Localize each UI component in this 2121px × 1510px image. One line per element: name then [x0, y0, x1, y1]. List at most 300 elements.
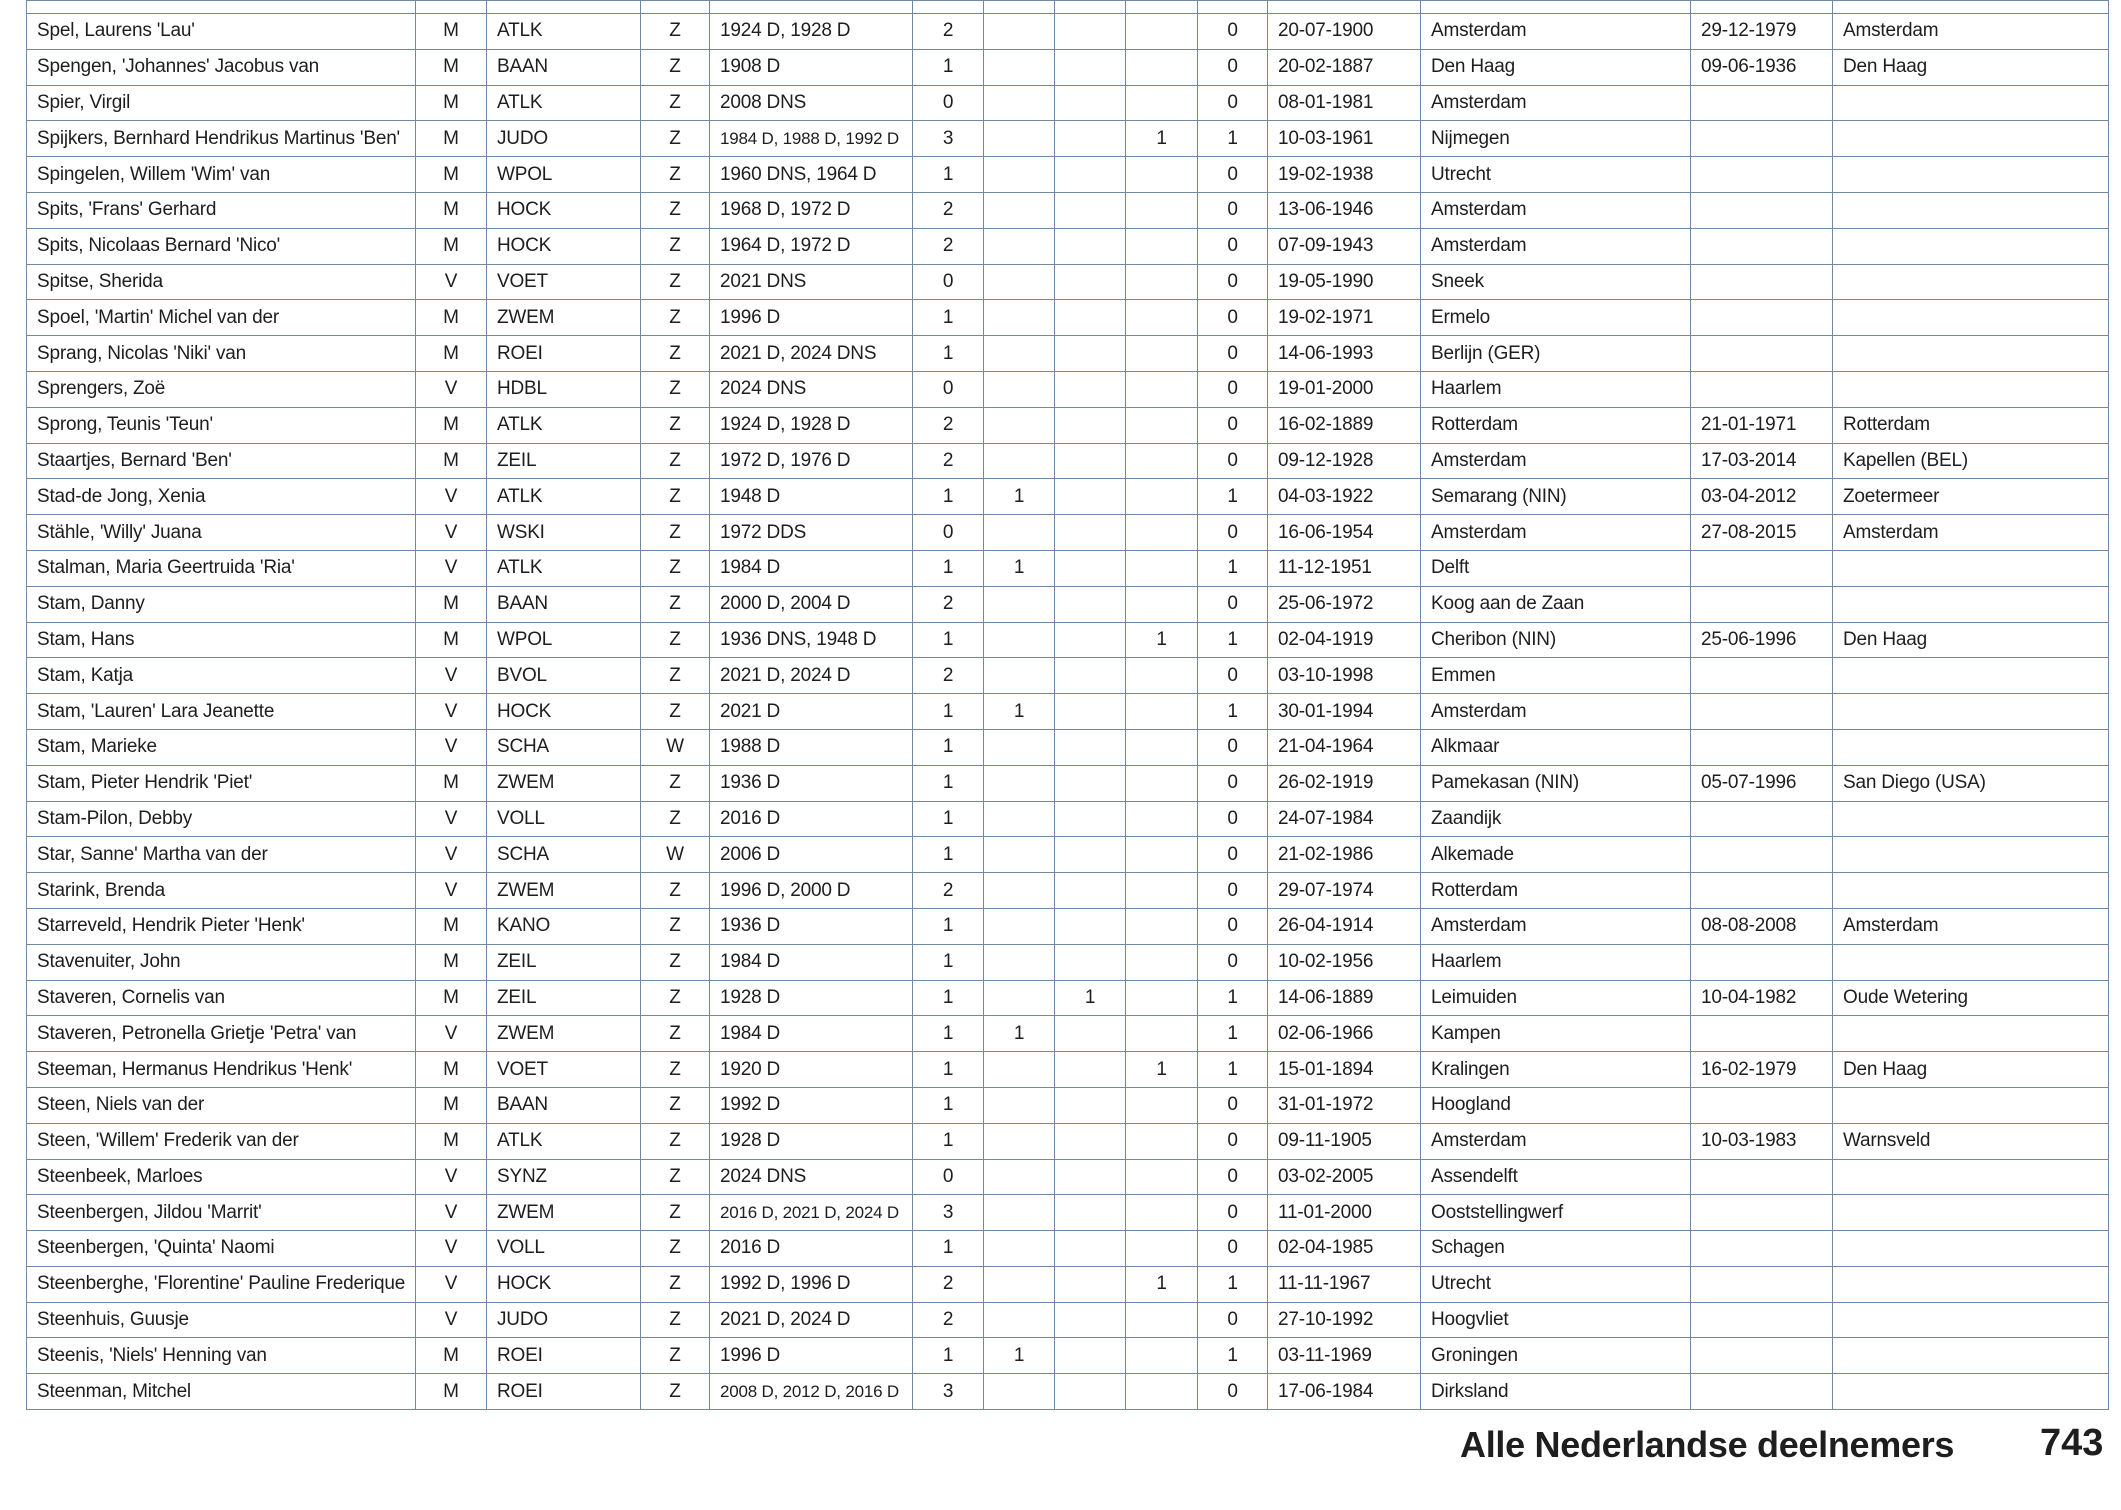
cell-name: Stähle, 'Willy' Juana: [27, 515, 416, 551]
cell-birth-place: Amsterdam: [1421, 908, 1691, 944]
cell-birth-place: Delft: [1421, 550, 1691, 586]
cell-sport: HOCK: [487, 192, 641, 228]
table-row: [27, 300, 2109, 336]
cell-gold: [984, 371, 1055, 407]
cell-bronze: [1126, 157, 1198, 193]
cell-count: 3: [913, 121, 984, 157]
cell-birth-date: 10-02-1956: [1268, 944, 1421, 980]
cell-count: 1: [913, 49, 984, 85]
cell-season: Z: [641, 300, 710, 336]
cell-count: 2: [913, 1302, 984, 1338]
cell-sport: ATLK: [487, 550, 641, 586]
cell-medal-total: 0: [1198, 765, 1268, 801]
cell-gender: M: [416, 944, 487, 980]
cell-medal-total: 0: [1198, 801, 1268, 837]
cell-season: Z: [641, 371, 710, 407]
cell-season: Z: [641, 1338, 710, 1374]
cell-death-place: [1833, 1374, 2109, 1410]
cell-bronze: [1126, 908, 1198, 944]
cell-season: Z: [641, 1123, 710, 1159]
cell-gender: M: [416, 157, 487, 193]
cell-count: 2: [913, 228, 984, 264]
table-row: [27, 407, 2109, 443]
cell-birth-date: 02-04-1919: [1268, 622, 1421, 658]
cell-count: 1: [913, 729, 984, 765]
cell-sport: JUDO: [487, 121, 641, 157]
cell-name: Spingelen, Willem 'Wim' van: [27, 157, 416, 193]
cell-death-date: 27-08-2015: [1691, 515, 1833, 551]
cell-bronze: [1126, 658, 1198, 694]
cell-birth-place: Kralingen: [1421, 1052, 1691, 1088]
cell-count: 3: [913, 1374, 984, 1410]
cell-games: 1908 D: [710, 49, 913, 85]
cell-season: Z: [641, 1266, 710, 1302]
cell-medal-total: 0: [1198, 1195, 1268, 1231]
cell-silver: [1055, 1087, 1126, 1123]
cell-birth-date: 17-06-1984: [1268, 1374, 1421, 1410]
cell-sport: ZWEM: [487, 873, 641, 909]
cell-name: Sprong, Teunis 'Teun': [27, 407, 416, 443]
cell-gender: M: [416, 586, 487, 622]
cell-bronze: [1126, 371, 1198, 407]
cell-silver: [1055, 121, 1126, 157]
cell-birth-place: Amsterdam: [1421, 694, 1691, 730]
cell-silver: [1055, 479, 1126, 515]
cell-birth-date: 14-06-1889: [1268, 980, 1421, 1016]
cell-season: Z: [641, 49, 710, 85]
cell-silver: [1055, 837, 1126, 873]
cell-bronze: [1126, 85, 1198, 121]
cell-season: Z: [641, 1231, 710, 1267]
cell-season: Z: [641, 228, 710, 264]
cell-name: Steenbergen, Jildou 'Marrit': [27, 1195, 416, 1231]
cell-gold: 1: [984, 1338, 1055, 1374]
cell-gender: V: [416, 837, 487, 873]
cell-death-date: [1691, 550, 1833, 586]
cell-games: 1984 D, 1988 D, 1992 D: [710, 121, 913, 157]
cell-birth-date: 26-02-1919: [1268, 765, 1421, 801]
cell-gender: M: [416, 908, 487, 944]
table-row: [27, 1159, 2109, 1195]
cell-birth-place: Alkemade: [1421, 837, 1691, 873]
cell-season: Z: [641, 944, 710, 980]
cell-gold: [984, 49, 1055, 85]
cell-sport: ROEI: [487, 1338, 641, 1374]
cell-count: 1: [913, 765, 984, 801]
table-row: [27, 515, 2109, 551]
table-row: [27, 1374, 2109, 1410]
cell-death-date: [1691, 1374, 1833, 1410]
cell-birth-date: 20-02-1887: [1268, 49, 1421, 85]
cell-birth-date: 27-10-1992: [1268, 1302, 1421, 1338]
cell-gold: [984, 264, 1055, 300]
cell-death-place: [1833, 586, 2109, 622]
cell-games: 1984 D: [710, 1016, 913, 1052]
cell-birth-date: 07-09-1943: [1268, 228, 1421, 264]
cell-sport: ATLK: [487, 1123, 641, 1159]
cell-death-place: Amsterdam: [1833, 515, 2109, 551]
cell-death-place: [1833, 1338, 2109, 1374]
cell-count: 1: [913, 336, 984, 372]
table-row: [27, 1302, 2109, 1338]
table-row: [27, 336, 2109, 372]
cell-death-place: [1833, 157, 2109, 193]
cell-medal-total: 0: [1198, 300, 1268, 336]
cell-season: Z: [641, 765, 710, 801]
cell-medal-total: 0: [1198, 729, 1268, 765]
cell-count: 0: [913, 1159, 984, 1195]
cell-bronze: [1126, 49, 1198, 85]
cell-count: 1: [913, 694, 984, 730]
cell-medal-total: 0: [1198, 515, 1268, 551]
cell-death-date: [1691, 228, 1833, 264]
cell-name: Steen, Niels van der: [27, 1087, 416, 1123]
cell-gold: [984, 622, 1055, 658]
cell-games: 1972 DDS: [710, 515, 913, 551]
cell-gold: 1: [984, 1016, 1055, 1052]
cell-birth-place: Schagen: [1421, 1231, 1691, 1267]
cell-gender: V: [416, 1302, 487, 1338]
cell-bronze: [1126, 192, 1198, 228]
cell-birth-date: 10-03-1961: [1268, 121, 1421, 157]
cell-season: Z: [641, 1087, 710, 1123]
cell-death-date: [1691, 1302, 1833, 1338]
cell-gold: [984, 837, 1055, 873]
cell-count: 2: [913, 873, 984, 909]
cell-sport: WPOL: [487, 157, 641, 193]
table-row: [27, 1123, 2109, 1159]
cell-death-date: 16-02-1979: [1691, 1052, 1833, 1088]
cell-gender: V: [416, 479, 487, 515]
cell-name: Stam, Marieke: [27, 729, 416, 765]
cell-medal-total: 1: [1198, 1338, 1268, 1374]
table-row: [27, 121, 2109, 157]
cell-bronze: [1126, 336, 1198, 372]
cell-silver: [1055, 944, 1126, 980]
cell-sport: ZWEM: [487, 300, 641, 336]
cell-sport: HDBL: [487, 371, 641, 407]
cell-silver: [1055, 873, 1126, 909]
cell-bronze: 1: [1126, 121, 1198, 157]
cell-medal-total: 0: [1198, 1231, 1268, 1267]
cell-name: Stam, Katja: [27, 658, 416, 694]
cell-season: Z: [641, 1052, 710, 1088]
cell-bronze: [1126, 1231, 1198, 1267]
cell-gender: V: [416, 658, 487, 694]
table-row: [27, 192, 2109, 228]
table-row: [27, 765, 2109, 801]
cell-birth-place: Rotterdam: [1421, 407, 1691, 443]
cell-games: 1936 D: [710, 765, 913, 801]
cell-bronze: [1126, 407, 1198, 443]
footer-title: Alle Nederlandse deelnemers: [1460, 1424, 1955, 1465]
cell-name: Spitse, Sherida: [27, 264, 416, 300]
cell-birth-place: Hoogvliet: [1421, 1302, 1691, 1338]
cell-bronze: [1126, 837, 1198, 873]
cell-silver: [1055, 1195, 1126, 1231]
cell-medal-total: 1: [1198, 694, 1268, 730]
cell-death-date: 10-03-1983: [1691, 1123, 1833, 1159]
cell-medal-total: 0: [1198, 336, 1268, 372]
cell-birth-place: Ermelo: [1421, 300, 1691, 336]
cell-silver: [1055, 14, 1126, 50]
cell-death-date: [1691, 264, 1833, 300]
cell-birth-place: Haarlem: [1421, 371, 1691, 407]
cell-birth-date: 24-07-1984: [1268, 801, 1421, 837]
cell-medal-total: 0: [1198, 586, 1268, 622]
cell-season: Z: [641, 980, 710, 1016]
cell-death-date: [1691, 944, 1833, 980]
cell-games: 2008 D, 2012 D, 2016 D: [710, 1374, 913, 1410]
cell-gold: [984, 586, 1055, 622]
cell-bronze: [1126, 228, 1198, 264]
cell-count: 1: [913, 622, 984, 658]
cell-silver: [1055, 49, 1126, 85]
cell-count: 1: [913, 1338, 984, 1374]
cell-gender: M: [416, 121, 487, 157]
cell-birth-date: 09-12-1928: [1268, 443, 1421, 479]
cell-name: Steenis, 'Niels' Henning van: [27, 1338, 416, 1374]
cell-games: 1936 D: [710, 908, 913, 944]
cell-silver: [1055, 729, 1126, 765]
cell-name: Steeman, Hermanus Hendrikus 'Henk': [27, 1052, 416, 1088]
table-row: [27, 1231, 2109, 1267]
cell-silver: [1055, 1374, 1126, 1410]
cell-games: 2021 D, 2024 D: [710, 658, 913, 694]
cell-sport: HOCK: [487, 1266, 641, 1302]
table-row: [27, 586, 2109, 622]
cell-medal-total: 0: [1198, 85, 1268, 121]
cell-medal-total: 0: [1198, 1159, 1268, 1195]
cell-name: Stavenuiter, John: [27, 944, 416, 980]
cell-death-date: [1691, 837, 1833, 873]
cell-birth-date: 16-02-1889: [1268, 407, 1421, 443]
cell-games: 1984 D: [710, 550, 913, 586]
cell-games: 2024 DNS: [710, 1159, 913, 1195]
cell-death-date: [1691, 1231, 1833, 1267]
cell-death-place: Oude Wetering: [1833, 980, 2109, 1016]
cell-birth-place: Hoogland: [1421, 1087, 1691, 1123]
cell-gold: [984, 944, 1055, 980]
cell-death-place: [1833, 658, 2109, 694]
cell-gender: M: [416, 192, 487, 228]
cell-games: 1988 D: [710, 729, 913, 765]
cell-birth-date: 08-01-1981: [1268, 85, 1421, 121]
cell-gold: [984, 801, 1055, 837]
cell-medal-total: 0: [1198, 49, 1268, 85]
table-row: [27, 801, 2109, 837]
cell-count: 2: [913, 586, 984, 622]
cell-name: Sprang, Nicolas 'Niki' van: [27, 336, 416, 372]
cell-birth-date: 03-11-1969: [1268, 1338, 1421, 1374]
cell-medal-total: 0: [1198, 1302, 1268, 1338]
cell-birth-date: 04-03-1922: [1268, 479, 1421, 515]
cell-medal-total: 0: [1198, 192, 1268, 228]
cell-name: Spel, Laurens 'Lau': [27, 14, 416, 50]
cell-death-place: Den Haag: [1833, 622, 2109, 658]
cell-gender: V: [416, 515, 487, 551]
cell-gold: [984, 908, 1055, 944]
cell-gold: [984, 85, 1055, 121]
cell-bronze: [1126, 1302, 1198, 1338]
cell-gender: M: [416, 407, 487, 443]
cell-medal-total: 0: [1198, 407, 1268, 443]
cell-silver: [1055, 192, 1126, 228]
cell-death-date: 25-06-1996: [1691, 622, 1833, 658]
cell-games: 2024 DNS: [710, 371, 913, 407]
cell-birth-place: Amsterdam: [1421, 515, 1691, 551]
cell-games: 1948 D: [710, 479, 913, 515]
cell-gold: [984, 765, 1055, 801]
cell-name: Stam, Danny: [27, 586, 416, 622]
cell-games: 2021 DNS: [710, 264, 913, 300]
cell-birth-place: Berlijn (GER): [1421, 336, 1691, 372]
cell-death-place: Warnsveld: [1833, 1123, 2109, 1159]
cell-sport: ZEIL: [487, 980, 641, 1016]
cell-name: Spits, 'Frans' Gerhard: [27, 192, 416, 228]
cell-games: 1992 D: [710, 1087, 913, 1123]
table-row: [27, 49, 2109, 85]
cell-birth-place: Rotterdam: [1421, 873, 1691, 909]
cell-birth-place: Amsterdam: [1421, 85, 1691, 121]
cell-season: Z: [641, 801, 710, 837]
cell-medal-total: 1: [1198, 622, 1268, 658]
cell-bronze: [1126, 1123, 1198, 1159]
cell-gold: [984, 1087, 1055, 1123]
cell-season: Z: [641, 908, 710, 944]
cell-death-date: [1691, 1016, 1833, 1052]
cell-gender: M: [416, 980, 487, 1016]
cell-gender: V: [416, 873, 487, 909]
cell-death-place: [1833, 264, 2109, 300]
cell-death-place: [1833, 121, 2109, 157]
cell-season: Z: [641, 694, 710, 730]
cell-count: 1: [913, 944, 984, 980]
cell-death-date: [1691, 1087, 1833, 1123]
cell-death-place: [1833, 192, 2109, 228]
cell-gender: V: [416, 1016, 487, 1052]
cell-sport: WSKI: [487, 515, 641, 551]
cell-gender: M: [416, 1123, 487, 1159]
cell-bronze: [1126, 694, 1198, 730]
cell-death-date: 08-08-2008: [1691, 908, 1833, 944]
table-row-cut-off: [27, 1, 2109, 14]
cell-silver: [1055, 1338, 1126, 1374]
cell-bronze: [1126, 586, 1198, 622]
cell-gold: [984, 1374, 1055, 1410]
cell-sport: HOCK: [487, 228, 641, 264]
cell-count: 1: [913, 1016, 984, 1052]
table-row: [27, 371, 2109, 407]
cell-birth-date: 13-06-1946: [1268, 192, 1421, 228]
cell-birth-place: Amsterdam: [1421, 192, 1691, 228]
cell-games: 2021 D: [710, 694, 913, 730]
table-row: [27, 1195, 2109, 1231]
cell-bronze: 1: [1126, 1052, 1198, 1088]
cell-gender: M: [416, 336, 487, 372]
cell-bronze: [1126, 443, 1198, 479]
cell-season: Z: [641, 121, 710, 157]
cell-season: Z: [641, 550, 710, 586]
cell-count: 1: [913, 980, 984, 1016]
table-row: [27, 658, 2109, 694]
cell-gold: 1: [984, 479, 1055, 515]
cell-birth-place: Groningen: [1421, 1338, 1691, 1374]
cell-silver: [1055, 371, 1126, 407]
cell-silver: [1055, 1266, 1126, 1302]
cell-death-place: Den Haag: [1833, 1052, 2109, 1088]
cell-name: Steenbeek, Marloes: [27, 1159, 416, 1195]
cell-silver: [1055, 443, 1126, 479]
cell-sport: ATLK: [487, 479, 641, 515]
cell-silver: [1055, 157, 1126, 193]
cell-games: 1928 D: [710, 980, 913, 1016]
cell-death-date: [1691, 801, 1833, 837]
cell-name: Spier, Virgil: [27, 85, 416, 121]
cell-season: Z: [641, 1302, 710, 1338]
cell-death-place: [1833, 1016, 2109, 1052]
cell-games: 1964 D, 1972 D: [710, 228, 913, 264]
cell-gender: M: [416, 14, 487, 50]
cell-count: 1: [913, 157, 984, 193]
cell-medal-total: 1: [1198, 980, 1268, 1016]
cell-count: 2: [913, 407, 984, 443]
cell-gender: M: [416, 85, 487, 121]
cell-death-date: [1691, 121, 1833, 157]
cell-name: Stam, Pieter Hendrik 'Piet': [27, 765, 416, 801]
cell-birth-place: Haarlem: [1421, 944, 1691, 980]
cell-count: 1: [913, 479, 984, 515]
cell-birth-date: 21-02-1986: [1268, 837, 1421, 873]
cell-gold: [984, 729, 1055, 765]
cell-gender: V: [416, 264, 487, 300]
cell-medal-total: 0: [1198, 658, 1268, 694]
cell-death-place: Kapellen (BEL): [1833, 443, 2109, 479]
cell-gender: V: [416, 371, 487, 407]
cell-medal-total: 0: [1198, 443, 1268, 479]
cell-death-date: [1691, 371, 1833, 407]
participants-table-page: [26, 0, 2108, 1410]
cell-games: 1924 D, 1928 D: [710, 407, 913, 443]
cell-count: 3: [913, 1195, 984, 1231]
cell-count: 1: [913, 550, 984, 586]
cell-death-date: 10-04-1982: [1691, 980, 1833, 1016]
cell-bronze: [1126, 550, 1198, 586]
cell-death-date: [1691, 1195, 1833, 1231]
cell-death-place: [1833, 85, 2109, 121]
cell-count: 1: [913, 1052, 984, 1088]
cell-birth-date: 25-06-1972: [1268, 586, 1421, 622]
cell-count: 2: [913, 443, 984, 479]
cell-count: 2: [913, 14, 984, 50]
cell-death-date: 03-04-2012: [1691, 479, 1833, 515]
table-row: [27, 1016, 2109, 1052]
cell-gold: 1: [984, 694, 1055, 730]
cell-birth-place: Sneek: [1421, 264, 1691, 300]
cell-medal-total: 0: [1198, 264, 1268, 300]
cell-season: W: [641, 837, 710, 873]
cell-death-place: [1833, 729, 2109, 765]
cell-gold: [984, 157, 1055, 193]
cell-birth-date: 19-02-1938: [1268, 157, 1421, 193]
cell-gold: [984, 1195, 1055, 1231]
cell-birth-place: Amsterdam: [1421, 443, 1691, 479]
cell-name: Starreveld, Hendrik Pieter 'Henk': [27, 908, 416, 944]
cell-birth-place: Den Haag: [1421, 49, 1691, 85]
cell-gender: V: [416, 729, 487, 765]
cell-count: 1: [913, 1231, 984, 1267]
cell-name: Steenbergen, 'Quinta' Naomi: [27, 1231, 416, 1267]
